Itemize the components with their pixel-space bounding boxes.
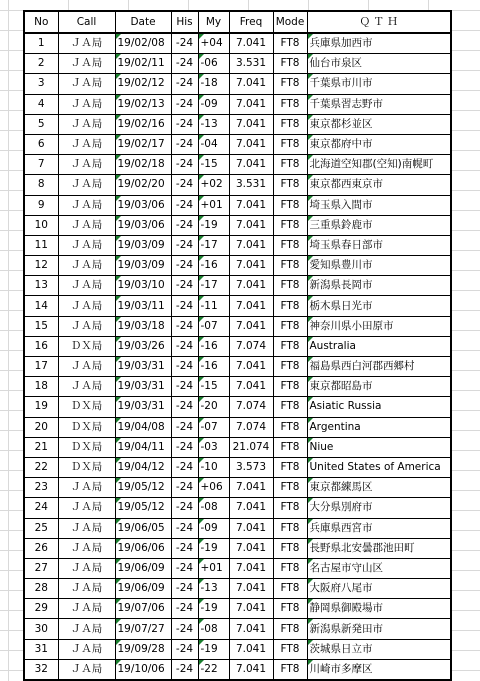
cell-his[interactable]: -24 — [171, 357, 198, 377]
cell-call[interactable]: ＪＡ局 — [58, 175, 115, 195]
cell-date[interactable]: 19/06/09 — [115, 579, 171, 599]
cell-my[interactable]: -18 — [198, 74, 229, 94]
cell-mode[interactable]: FT8 — [273, 33, 307, 54]
cell-call[interactable]: ＪＡ局 — [58, 215, 115, 235]
cell-freq[interactable]: 7.041 — [229, 599, 273, 619]
cell-mode[interactable]: FT8 — [273, 175, 307, 195]
cell-my[interactable]: -09 — [198, 94, 229, 114]
cell-qth[interactable]: 大分県別府市 — [307, 498, 451, 518]
cell-call[interactable]: ＤＸ局 — [58, 457, 115, 477]
cell-qth[interactable]: 千葉県習志野市 — [307, 94, 451, 114]
cell-date[interactable]: 19/02/16 — [115, 114, 171, 134]
cell-no[interactable]: 15 — [24, 316, 58, 336]
cell-qth[interactable]: 兵庫県加西市 — [307, 33, 451, 54]
cell-qth[interactable]: Niue — [307, 437, 451, 457]
cell-qth[interactable]: 東京都西東京市 — [307, 175, 451, 195]
cell-date[interactable]: 19/04/12 — [115, 457, 171, 477]
table-row — [24, 94, 451, 114]
cell-his[interactable]: -24 — [171, 195, 198, 215]
cell-his[interactable]: -24 — [171, 538, 198, 558]
cell-freq[interactable]: 7.074 — [229, 417, 273, 437]
cell-freq[interactable]: 7.041 — [229, 256, 273, 276]
cell-mode[interactable]: FT8 — [273, 195, 307, 215]
cell-date[interactable]: 19/09/28 — [115, 639, 171, 659]
cell-qth[interactable]: 静岡県御殿場市 — [307, 599, 451, 619]
cell-freq[interactable]: 7.041 — [229, 195, 273, 215]
cell-mode[interactable]: FT8 — [273, 155, 307, 175]
cell-his[interactable]: -24 — [171, 316, 198, 336]
cell-mode[interactable]: FT8 — [273, 397, 307, 417]
cell-mode[interactable]: FT8 — [273, 215, 307, 235]
cell-no[interactable]: 30 — [24, 619, 58, 639]
table-row — [24, 336, 451, 356]
cell-freq[interactable]: 7.041 — [229, 296, 273, 316]
cell-date[interactable]: 19/02/13 — [115, 94, 171, 114]
cell-mode[interactable]: FT8 — [273, 579, 307, 599]
cell-no[interactable]: 10 — [24, 215, 58, 235]
table-row — [24, 54, 451, 74]
cell-my[interactable]: +01 — [198, 558, 229, 578]
cell-date[interactable]: 19/03/26 — [115, 336, 171, 356]
cell-call[interactable]: ＪＡ局 — [58, 296, 115, 316]
cell-freq[interactable]: 7.041 — [229, 134, 273, 154]
cell-no[interactable]: 7 — [24, 155, 58, 175]
cell-my[interactable]: -07 — [198, 417, 229, 437]
cell-mode[interactable]: FT8 — [273, 377, 307, 397]
cell-no[interactable]: 24 — [24, 498, 58, 518]
header-freq[interactable]: Freq — [229, 11, 273, 33]
cell-date[interactable]: 19/06/06 — [115, 538, 171, 558]
cell-date[interactable]: 19/05/12 — [115, 498, 171, 518]
table-row — [24, 417, 451, 437]
cell-no[interactable]: 23 — [24, 478, 58, 498]
cell-my[interactable]: -16 — [198, 256, 229, 276]
cell-call[interactable]: ＪＡ局 — [58, 659, 115, 680]
cell-qth[interactable]: 愛知県豊川市 — [307, 256, 451, 276]
cell-no[interactable]: 14 — [24, 296, 58, 316]
cell-date[interactable]: 19/03/09 — [115, 256, 171, 276]
cell-his[interactable]: -24 — [171, 175, 198, 195]
cell-my[interactable]: -13 — [198, 114, 229, 134]
cell-mode[interactable]: FT8 — [273, 276, 307, 296]
cell-my[interactable]: -19 — [198, 639, 229, 659]
cell-freq[interactable]: 7.041 — [229, 235, 273, 255]
cell-qth[interactable]: Argentina — [307, 417, 451, 437]
cell-my[interactable]: -20 — [198, 397, 229, 417]
cell-qth[interactable]: 新潟県長岡市 — [307, 276, 451, 296]
cell-his[interactable]: -24 — [171, 155, 198, 175]
cell-his[interactable]: -24 — [171, 94, 198, 114]
cell-freq[interactable]: 7.041 — [229, 33, 273, 54]
cell-mode[interactable]: FT8 — [273, 619, 307, 639]
cell-mode[interactable]: FT8 — [273, 437, 307, 457]
cell-date[interactable]: 19/10/06 — [115, 659, 171, 680]
cell-his[interactable]: -24 — [171, 558, 198, 578]
cell-his[interactable]: -24 — [171, 114, 198, 134]
cell-qth[interactable]: 東京都昭島市 — [307, 377, 451, 397]
cell-qth[interactable]: 長野県北安曇郡池田町 — [307, 538, 451, 558]
cell-no[interactable]: 17 — [24, 357, 58, 377]
cell-my[interactable]: -08 — [198, 498, 229, 518]
cell-no[interactable]: 3 — [24, 74, 58, 94]
table-row — [24, 659, 451, 680]
cell-date[interactable]: 19/02/20 — [115, 175, 171, 195]
table-row — [24, 256, 451, 276]
cell-no[interactable]: 13 — [24, 276, 58, 296]
header-no[interactable]: No — [24, 11, 58, 33]
cell-mode[interactable]: FT8 — [273, 336, 307, 356]
qso-log-table — [23, 10, 452, 681]
table-row — [24, 316, 451, 336]
table-row — [24, 155, 451, 175]
table-row — [24, 175, 451, 195]
header-my[interactable]: My — [198, 11, 229, 33]
cell-date[interactable]: 19/07/06 — [115, 599, 171, 619]
cell-qth[interactable]: 北海道空知郡(空知)南幌町 — [307, 155, 451, 175]
cell-call[interactable]: ＤＸ局 — [58, 417, 115, 437]
cell-qth[interactable]: 新潟県新発田市 — [307, 619, 451, 639]
cell-mode[interactable]: FT8 — [273, 558, 307, 578]
cell-qth[interactable]: 川崎市多摩区 — [307, 659, 451, 680]
cell-my[interactable]: -03 — [198, 437, 229, 457]
cell-mode[interactable]: FT8 — [273, 94, 307, 114]
cell-freq[interactable]: 7.041 — [229, 316, 273, 336]
cell-no[interactable]: 16 — [24, 336, 58, 356]
cell-mode[interactable]: FT8 — [273, 54, 307, 74]
cell-no[interactable]: 11 — [24, 235, 58, 255]
cell-his[interactable]: -24 — [171, 518, 198, 538]
cell-call[interactable]: ＪＡ局 — [58, 256, 115, 276]
cell-freq[interactable]: 7.041 — [229, 619, 273, 639]
table-row — [24, 235, 451, 255]
table-row — [24, 498, 451, 518]
table-row — [24, 538, 451, 558]
table-row — [24, 134, 451, 154]
cell-call[interactable]: ＪＡ局 — [58, 114, 115, 134]
cell-mode[interactable]: FT8 — [273, 114, 307, 134]
cell-freq[interactable]: 7.041 — [229, 215, 273, 235]
cell-qth[interactable]: Asiatic Russia — [307, 397, 451, 417]
cell-no[interactable]: 21 — [24, 437, 58, 457]
cell-his[interactable]: -24 — [171, 235, 198, 255]
cell-my[interactable]: -06 — [198, 54, 229, 74]
cell-qth[interactable]: 大阪府八尾市 — [307, 579, 451, 599]
cell-no[interactable]: 2 — [24, 54, 58, 74]
cell-freq[interactable]: 7.041 — [229, 538, 273, 558]
cell-qth[interactable]: 栃木県日光市 — [307, 296, 451, 316]
cell-mode[interactable]: FT8 — [273, 316, 307, 336]
header-mode[interactable]: Mode — [273, 11, 307, 33]
cell-qth[interactable]: 神奈川県小田原市 — [307, 316, 451, 336]
cell-mode[interactable]: FT8 — [273, 538, 307, 558]
cell-qth[interactable]: Australia — [307, 336, 451, 356]
cell-call[interactable]: ＪＡ局 — [58, 377, 115, 397]
cell-freq[interactable]: 7.041 — [229, 276, 273, 296]
table-row — [24, 518, 451, 538]
cell-call[interactable]: ＪＡ局 — [58, 357, 115, 377]
cell-qth[interactable]: 埼玉県入間市 — [307, 195, 451, 215]
cell-my[interactable]: -16 — [198, 336, 229, 356]
cell-mode[interactable]: FT8 — [273, 599, 307, 619]
cell-his[interactable]: -24 — [171, 397, 198, 417]
cell-no[interactable]: 12 — [24, 256, 58, 276]
cell-my[interactable]: -19 — [198, 538, 229, 558]
cell-date[interactable]: 19/04/08 — [115, 417, 171, 437]
cell-his[interactable]: -24 — [171, 336, 198, 356]
cell-my[interactable]: -15 — [198, 155, 229, 175]
header-call[interactable]: Call — [58, 11, 115, 33]
cell-call[interactable]: ＪＡ局 — [58, 478, 115, 498]
cell-no[interactable]: 4 — [24, 94, 58, 114]
cell-his[interactable]: -24 — [171, 33, 198, 54]
cell-freq[interactable]: 7.041 — [229, 377, 273, 397]
table-row — [24, 397, 451, 417]
cell-freq[interactable]: 7.074 — [229, 336, 273, 356]
cell-call[interactable]: ＪＡ局 — [58, 33, 115, 54]
cell-qth[interactable]: United States of America — [307, 457, 451, 477]
cell-his[interactable]: -24 — [171, 599, 198, 619]
cell-his[interactable]: -24 — [171, 619, 198, 639]
cell-freq[interactable]: 7.041 — [229, 498, 273, 518]
cell-my[interactable]: -10 — [198, 457, 229, 477]
header-date[interactable]: Date — [115, 11, 171, 33]
cell-date[interactable]: 19/02/08 — [115, 33, 171, 54]
cell-call[interactable]: ＪＡ局 — [58, 498, 115, 518]
cell-his[interactable]: -24 — [171, 457, 198, 477]
cell-no[interactable]: 31 — [24, 639, 58, 659]
cell-call[interactable]: ＪＡ局 — [58, 619, 115, 639]
cell-date[interactable]: 19/07/27 — [115, 619, 171, 639]
cell-mode[interactable]: FT8 — [273, 134, 307, 154]
table-row — [24, 357, 451, 377]
cell-call[interactable]: ＪＡ局 — [58, 599, 115, 619]
cell-call[interactable]: ＪＡ局 — [58, 579, 115, 599]
cell-my[interactable]: -17 — [198, 235, 229, 255]
cell-his[interactable]: -24 — [171, 417, 198, 437]
cell-no[interactable]: 5 — [24, 114, 58, 134]
table-row — [24, 639, 451, 659]
cell-freq[interactable]: 7.041 — [229, 558, 273, 578]
cell-call[interactable]: ＤＸ局 — [58, 397, 115, 417]
cell-date[interactable]: 19/03/31 — [115, 397, 171, 417]
cell-call[interactable]: ＪＡ局 — [58, 74, 115, 94]
cell-my[interactable]: -19 — [198, 599, 229, 619]
cell-qth[interactable]: 名古屋市守山区 — [307, 558, 451, 578]
table-row — [24, 437, 451, 457]
table-row — [24, 276, 451, 296]
cell-no[interactable]: 1 — [24, 33, 58, 54]
cell-no[interactable]: 32 — [24, 659, 58, 680]
cell-no[interactable]: 29 — [24, 599, 58, 619]
cell-date[interactable]: 19/03/06 — [115, 215, 171, 235]
cell-call[interactable]: ＤＸ局 — [58, 336, 115, 356]
cell-freq[interactable]: 7.041 — [229, 74, 273, 94]
cell-call[interactable]: ＪＡ局 — [58, 155, 115, 175]
cell-mode[interactable]: FT8 — [273, 417, 307, 437]
cell-qth[interactable]: 東京都府中市 — [307, 134, 451, 154]
cell-date[interactable]: 19/02/11 — [115, 54, 171, 74]
cell-mode[interactable]: FT8 — [273, 457, 307, 477]
cell-date[interactable]: 19/02/17 — [115, 134, 171, 154]
cell-freq[interactable]: 3.531 — [229, 175, 273, 195]
cell-no[interactable]: 8 — [24, 175, 58, 195]
cell-qth[interactable]: 東京都練馬区 — [307, 478, 451, 498]
cell-call[interactable]: ＪＡ局 — [58, 195, 115, 215]
cell-date[interactable]: 19/03/06 — [115, 195, 171, 215]
cell-call[interactable]: ＪＡ局 — [58, 54, 115, 74]
cell-freq[interactable]: 7.041 — [229, 639, 273, 659]
cell-mode[interactable]: FT8 — [273, 639, 307, 659]
cell-date[interactable]: 19/03/31 — [115, 377, 171, 397]
cell-mode[interactable]: FT8 — [273, 498, 307, 518]
cell-his[interactable]: -24 — [171, 579, 198, 599]
cell-freq[interactable]: 3.531 — [229, 54, 273, 74]
cell-freq[interactable]: 21.074 — [229, 437, 273, 457]
cell-date[interactable]: 19/02/12 — [115, 74, 171, 94]
cell-call[interactable]: ＪＡ局 — [58, 94, 115, 114]
cell-qth[interactable]: 兵庫県西宮市 — [307, 518, 451, 538]
cell-date[interactable]: 19/03/18 — [115, 316, 171, 336]
cell-call[interactable]: ＤＸ局 — [58, 437, 115, 457]
cell-no[interactable]: 19 — [24, 397, 58, 417]
table-row — [24, 74, 451, 94]
cell-my[interactable]: +06 — [198, 478, 229, 498]
cell-no[interactable]: 25 — [24, 518, 58, 538]
cell-my[interactable]: -11 — [198, 296, 229, 316]
cell-date[interactable]: 19/03/10 — [115, 276, 171, 296]
table-row — [24, 33, 451, 54]
cell-qth[interactable]: 東京都杉並区 — [307, 114, 451, 134]
cell-no[interactable]: 18 — [24, 377, 58, 397]
cell-qth[interactable]: 千葉県市川市 — [307, 74, 451, 94]
cell-call[interactable]: ＪＡ局 — [58, 538, 115, 558]
table-row — [24, 579, 451, 599]
cell-his[interactable]: -24 — [171, 639, 198, 659]
cell-his[interactable]: -24 — [171, 296, 198, 316]
cell-no[interactable]: 27 — [24, 558, 58, 578]
cell-date[interactable]: 19/02/18 — [115, 155, 171, 175]
cell-date[interactable]: 19/06/05 — [115, 518, 171, 538]
cell-freq[interactable]: 7.041 — [229, 518, 273, 538]
cell-date[interactable]: 19/06/09 — [115, 558, 171, 578]
cell-qth[interactable]: 福島県西白河郡西郷村 — [307, 357, 451, 377]
cell-call[interactable]: ＪＡ局 — [58, 558, 115, 578]
cell-mode[interactable]: FT8 — [273, 357, 307, 377]
table-row — [24, 296, 451, 316]
cell-date[interactable]: 19/03/09 — [115, 235, 171, 255]
cell-mode[interactable]: FT8 — [273, 296, 307, 316]
cell-my[interactable]: +04 — [198, 33, 229, 54]
cell-call[interactable]: ＪＡ局 — [58, 235, 115, 255]
cell-my[interactable]: -22 — [198, 659, 229, 680]
log-body — [24, 33, 451, 680]
cell-mode[interactable]: FT8 — [273, 518, 307, 538]
table-row — [24, 619, 451, 639]
cell-no[interactable]: 9 — [24, 195, 58, 215]
cell-my[interactable]: -17 — [198, 276, 229, 296]
cell-no[interactable]: 26 — [24, 538, 58, 558]
cell-call[interactable]: ＪＡ局 — [58, 276, 115, 296]
cell-his[interactable]: -24 — [171, 377, 198, 397]
cell-date[interactable]: 19/03/31 — [115, 357, 171, 377]
cell-my[interactable]: -13 — [198, 579, 229, 599]
table-row — [24, 114, 451, 134]
cell-his[interactable]: -24 — [171, 256, 198, 276]
cell-qth[interactable]: 仙台市泉区 — [307, 54, 451, 74]
cell-my[interactable]: -16 — [198, 357, 229, 377]
cell-his[interactable]: -24 — [171, 74, 198, 94]
cell-his[interactable]: -24 — [171, 134, 198, 154]
cell-freq[interactable]: 7.041 — [229, 478, 273, 498]
cell-my[interactable]: -19 — [198, 215, 229, 235]
table-row — [24, 457, 451, 477]
cell-my[interactable]: +01 — [198, 195, 229, 215]
cell-his[interactable]: -24 — [171, 276, 198, 296]
header-his[interactable]: His — [171, 11, 198, 33]
cell-no[interactable]: 22 — [24, 457, 58, 477]
cell-mode[interactable]: FT8 — [273, 256, 307, 276]
cell-freq[interactable]: 7.041 — [229, 659, 273, 680]
cell-his[interactable]: -24 — [171, 54, 198, 74]
cell-date[interactable]: 19/03/11 — [115, 296, 171, 316]
cell-no[interactable]: 6 — [24, 134, 58, 154]
cell-my[interactable]: -09 — [198, 518, 229, 538]
cell-my[interactable]: -08 — [198, 619, 229, 639]
cell-his[interactable]: -24 — [171, 659, 198, 680]
cell-date[interactable]: 19/05/12 — [115, 478, 171, 498]
cell-freq[interactable]: 7.041 — [229, 579, 273, 599]
cell-his[interactable]: -24 — [171, 498, 198, 518]
table-row — [24, 599, 451, 619]
table-row — [24, 377, 451, 397]
cell-freq[interactable]: 7.074 — [229, 397, 273, 417]
cell-mode[interactable]: FT8 — [273, 659, 307, 680]
cell-freq[interactable]: 7.041 — [229, 155, 273, 175]
cell-his[interactable]: -24 — [171, 215, 198, 235]
header-row — [24, 11, 451, 33]
cell-call[interactable]: ＪＡ局 — [58, 639, 115, 659]
cell-my[interactable]: -07 — [198, 316, 229, 336]
cell-his[interactable]: -24 — [171, 437, 198, 457]
cell-his[interactable]: -24 — [171, 478, 198, 498]
table-row — [24, 195, 451, 215]
cell-qth[interactable]: 茨城県日立市 — [307, 639, 451, 659]
cell-freq[interactable]: 7.041 — [229, 357, 273, 377]
cell-freq[interactable]: 7.041 — [229, 114, 273, 134]
cell-date[interactable]: 19/04/11 — [115, 437, 171, 457]
table-row — [24, 215, 451, 235]
cell-my[interactable]: -15 — [198, 377, 229, 397]
cell-no[interactable]: 20 — [24, 417, 58, 437]
table-row — [24, 558, 451, 578]
cell-mode[interactable]: FT8 — [273, 235, 307, 255]
cell-freq[interactable]: 3.573 — [229, 457, 273, 477]
cell-no[interactable]: 28 — [24, 579, 58, 599]
cell-qth[interactable]: 三重県鈴鹿市 — [307, 215, 451, 235]
cell-mode[interactable]: FT8 — [273, 74, 307, 94]
cell-my[interactable]: +02 — [198, 175, 229, 195]
header-qth[interactable]: Ｑ Ｔ Ｈ — [307, 11, 451, 33]
cell-freq[interactable]: 7.041 — [229, 94, 273, 114]
cell-call[interactable]: ＪＡ局 — [58, 316, 115, 336]
cell-mode[interactable]: FT8 — [273, 478, 307, 498]
table-row — [24, 478, 451, 498]
cell-call[interactable]: ＪＡ局 — [58, 518, 115, 538]
cell-qth[interactable]: 埼玉県春日部市 — [307, 235, 451, 255]
cell-my[interactable]: -04 — [198, 134, 229, 154]
cell-call[interactable]: ＪＡ局 — [58, 134, 115, 154]
